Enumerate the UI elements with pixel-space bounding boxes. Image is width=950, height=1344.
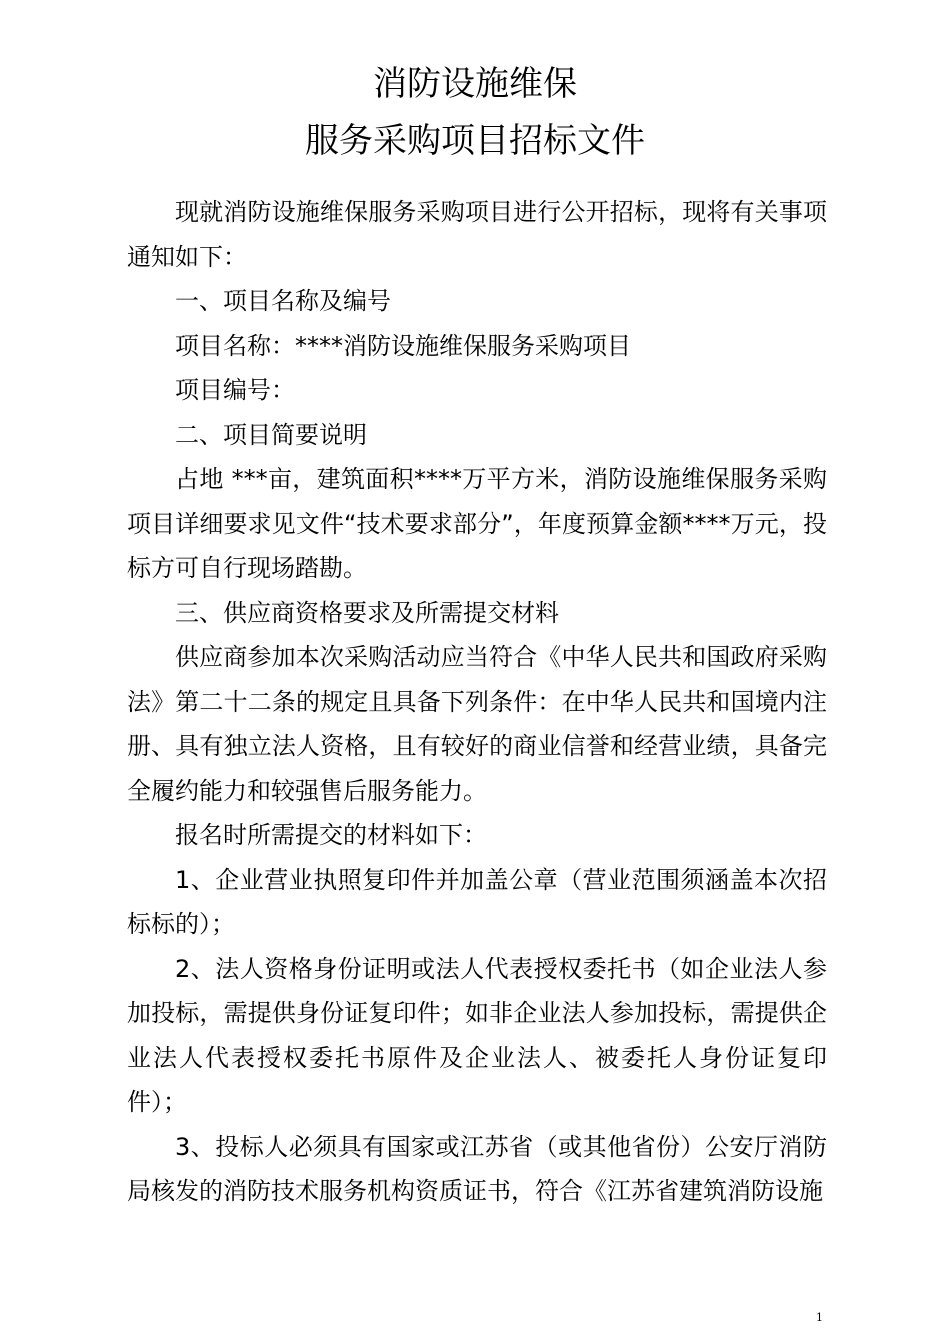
section-heading-project-name: 一、项目名称及编号	[175, 287, 391, 315]
supplier-requirements-paragraph: 供应商参加本次采购活动应当符合《中华人民共和国政府采购法》第二十二条的规定且具备下列条件：在中华人民共和国境内注册、具有独立法人资格，且有较好的商业信誉和经营业绩，具备完全履约能力和较强售后服务能力。	[127, 643, 827, 805]
material-item-2: 2、法人资格身份证明或法人代表授权委托书（如企业法人参加投标，需提供身份证复印件；如非企业法人参加投标，需提供企业法人代表授权委托书原件及企业法人、被委托人身份证复印件）；	[127, 954, 827, 1116]
document-body	[127, 190, 827, 1214]
material-item-1: 1、企业营业执照复印件并加盖公章（营业范围须涵盖本次招标标的）；	[127, 865, 827, 938]
section-heading-supplier-requirements: 三、供应商资格要求及所需提交材料	[175, 598, 559, 627]
page-number: 1	[816, 1311, 823, 1324]
material-item-3: 3、投标人必须具有国家或江苏省（或其他省份）公安厅消防局核发的消防技术服务机构资质证书，符合《江苏省建筑消防设施	[127, 1132, 827, 1205]
intro-paragraph: 现就消防设施维保服务采购项目进行公开招标，现将有关事项通知如下：	[127, 198, 827, 271]
document-title-line-2: 服务采购项目招标文件	[305, 121, 645, 161]
section-heading-project-summary: 二、项目简要说明	[175, 420, 367, 449]
project-name-line: 项目名称：****消防设施维保服务采购项目	[175, 331, 631, 360]
project-summary-paragraph: 占地 ***亩，建筑面积****万平方米，消防设施维保服务采购项目详细要求见文件“技术要求部分”，年度预算金额****万元，投标方可自行现场踏勘。	[127, 465, 827, 582]
registration-materials-intro: 报名时所需提交的材料如下：	[175, 821, 487, 849]
document-title-line-1: 消防设施维保	[373, 64, 577, 104]
project-number-line: 项目编号：	[175, 376, 295, 404]
